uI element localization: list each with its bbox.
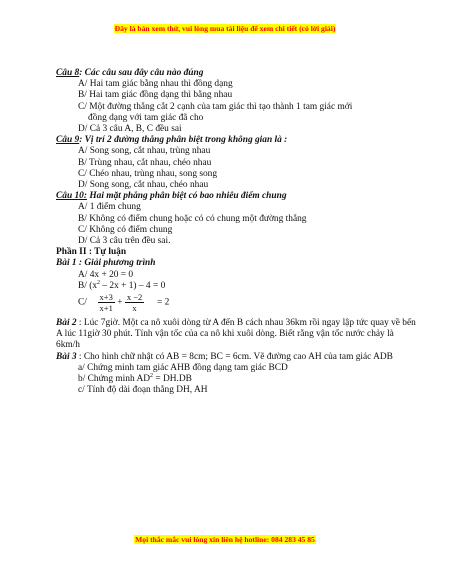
q10-option-c: C/ Không có điểm chung	[78, 224, 173, 235]
fraction-2-numerator: x −2	[126, 292, 143, 303]
exercise-1-c-fraction-1	[98, 292, 115, 313]
question-8-text: : Các câu sau đây câu nào đúng	[79, 68, 204, 78]
q10-option-d: D/ Cả 3 câu trên đều sai.	[78, 236, 171, 247]
preview-notice-text: Đây là bản xem thử, vui lòng mua tài liệu để xem chi tiết (có lời giải)	[114, 24, 336, 33]
exercise-3-c: c/ Tính độ dài đoạn thẳng DH, AH	[78, 385, 208, 396]
exercise-3-b-post: = DH.DB	[153, 374, 192, 385]
fraction-2-denominator: x	[132, 303, 137, 314]
question-10-text: Hai mặt phẳng phân biệt có bao nhiêu điểm chung	[87, 191, 287, 202]
question-9-text: : Vị trí 2 đường thẳng phân biệt trong không gian là :	[79, 135, 288, 146]
exercise-3-a: a/ Chứng minh tam giác AHB đồng dạng tam giác BCD	[78, 362, 288, 373]
question-10-number: Câu 10:	[56, 191, 87, 202]
q10-option-b: B/ Không có điểm chung hoặc có có chung một đường thẳng	[78, 213, 307, 224]
exercise-1-c-label: C/	[78, 297, 87, 308]
exercise-3	[56, 352, 416, 363]
exercise-1-c-equals: = 2	[156, 297, 170, 308]
exercise-2	[56, 318, 416, 352]
q9-option-d: D/ Song song, cắt nhau, chéo nhau	[78, 180, 209, 191]
exercise-1-a: A/ 4x + 20 = 0	[78, 269, 134, 280]
q8-option-b: B/ Hai tam giác đồng dạng thì bằng nhau	[78, 90, 233, 101]
fraction-1-denominator: x+1	[99, 303, 113, 314]
exercise-3-b-exponent: 2	[150, 372, 154, 379]
question-9	[56, 135, 416, 146]
question-8-number: Câu 8	[56, 68, 80, 78]
preview-notice-banner	[0, 24, 450, 33]
exercise-1-b	[56, 281, 416, 292]
exercise-3-text: : Cho hình chữ nhật có AB = 8cm; BC = 6cm. Vẽ đường cao AH của tam giác ADB	[76, 351, 393, 362]
q8-option-a: A/ Hai tam giác bằng nhau thì đồng dạng	[78, 79, 233, 90]
exercise-1-b-post: – 2x + 1) – 4 = 0	[100, 280, 166, 291]
exercise-1-b-exponent: 2	[97, 279, 101, 286]
question-10	[56, 191, 416, 202]
exercise-1-title: Bài 1 : Giải phương trình	[56, 258, 156, 269]
q9-option-b: B/ Trùng nhau, cắt nhau, chéo nhau	[78, 157, 212, 168]
hotline-banner	[0, 535, 450, 544]
hotline-text: Mọi thắc mắc vui lòng xin liên hệ hotline: 084 283 45 85	[135, 535, 315, 544]
q8-option-c: C/ Một đường thẳng cắt 2 cạnh của tam giác thì tạo thành 1 tam giác mới	[78, 101, 353, 112]
exercise-2-label: Bài 2	[56, 318, 77, 329]
part-2-heading: Phần II : Tự luận	[56, 247, 127, 258]
exercise-3-label: Bài 3	[56, 351, 77, 362]
q9-option-c: C/ Chéo nhau, trùng nhau, song song	[78, 168, 218, 179]
exercise-1-c-plus: +	[117, 297, 123, 308]
q10-option-a: A/ 1 điểm chung	[78, 202, 141, 213]
q9-option-a: A/ Song song, cắt nhau, trùng nhau	[78, 146, 211, 157]
q8-option-d: D/ Cả 3 câu A, B, C đều sai	[78, 124, 182, 135]
question-9-number: Câu 9	[56, 135, 80, 146]
exercise-3-b	[56, 374, 416, 385]
exercise-2-text: : Lúc 7giờ. Một ca nô xuôi dòng từ A đến B cách nhau 36km rồi ngay lập tức quay về bến A lúc 11giờ 30 phút. Tính vận tốc của ca nô khi xuôi dòng. Biết rằng vận tốc nước chảy là 6km/h	[56, 318, 416, 351]
q8-option-c-continued: đồng dạng với tam giác đã cho	[88, 112, 204, 123]
fraction-1-numerator: x+3	[99, 292, 113, 303]
document-body	[56, 68, 416, 396]
exercise-1-c	[56, 292, 416, 318]
exercise-3-b-pre: b/ Chứng minh AD	[78, 374, 151, 385]
exercise-1-c-fraction-2	[125, 292, 144, 313]
question-8	[56, 68, 416, 79]
exercise-1-b-pre: B/ (x	[78, 280, 98, 291]
